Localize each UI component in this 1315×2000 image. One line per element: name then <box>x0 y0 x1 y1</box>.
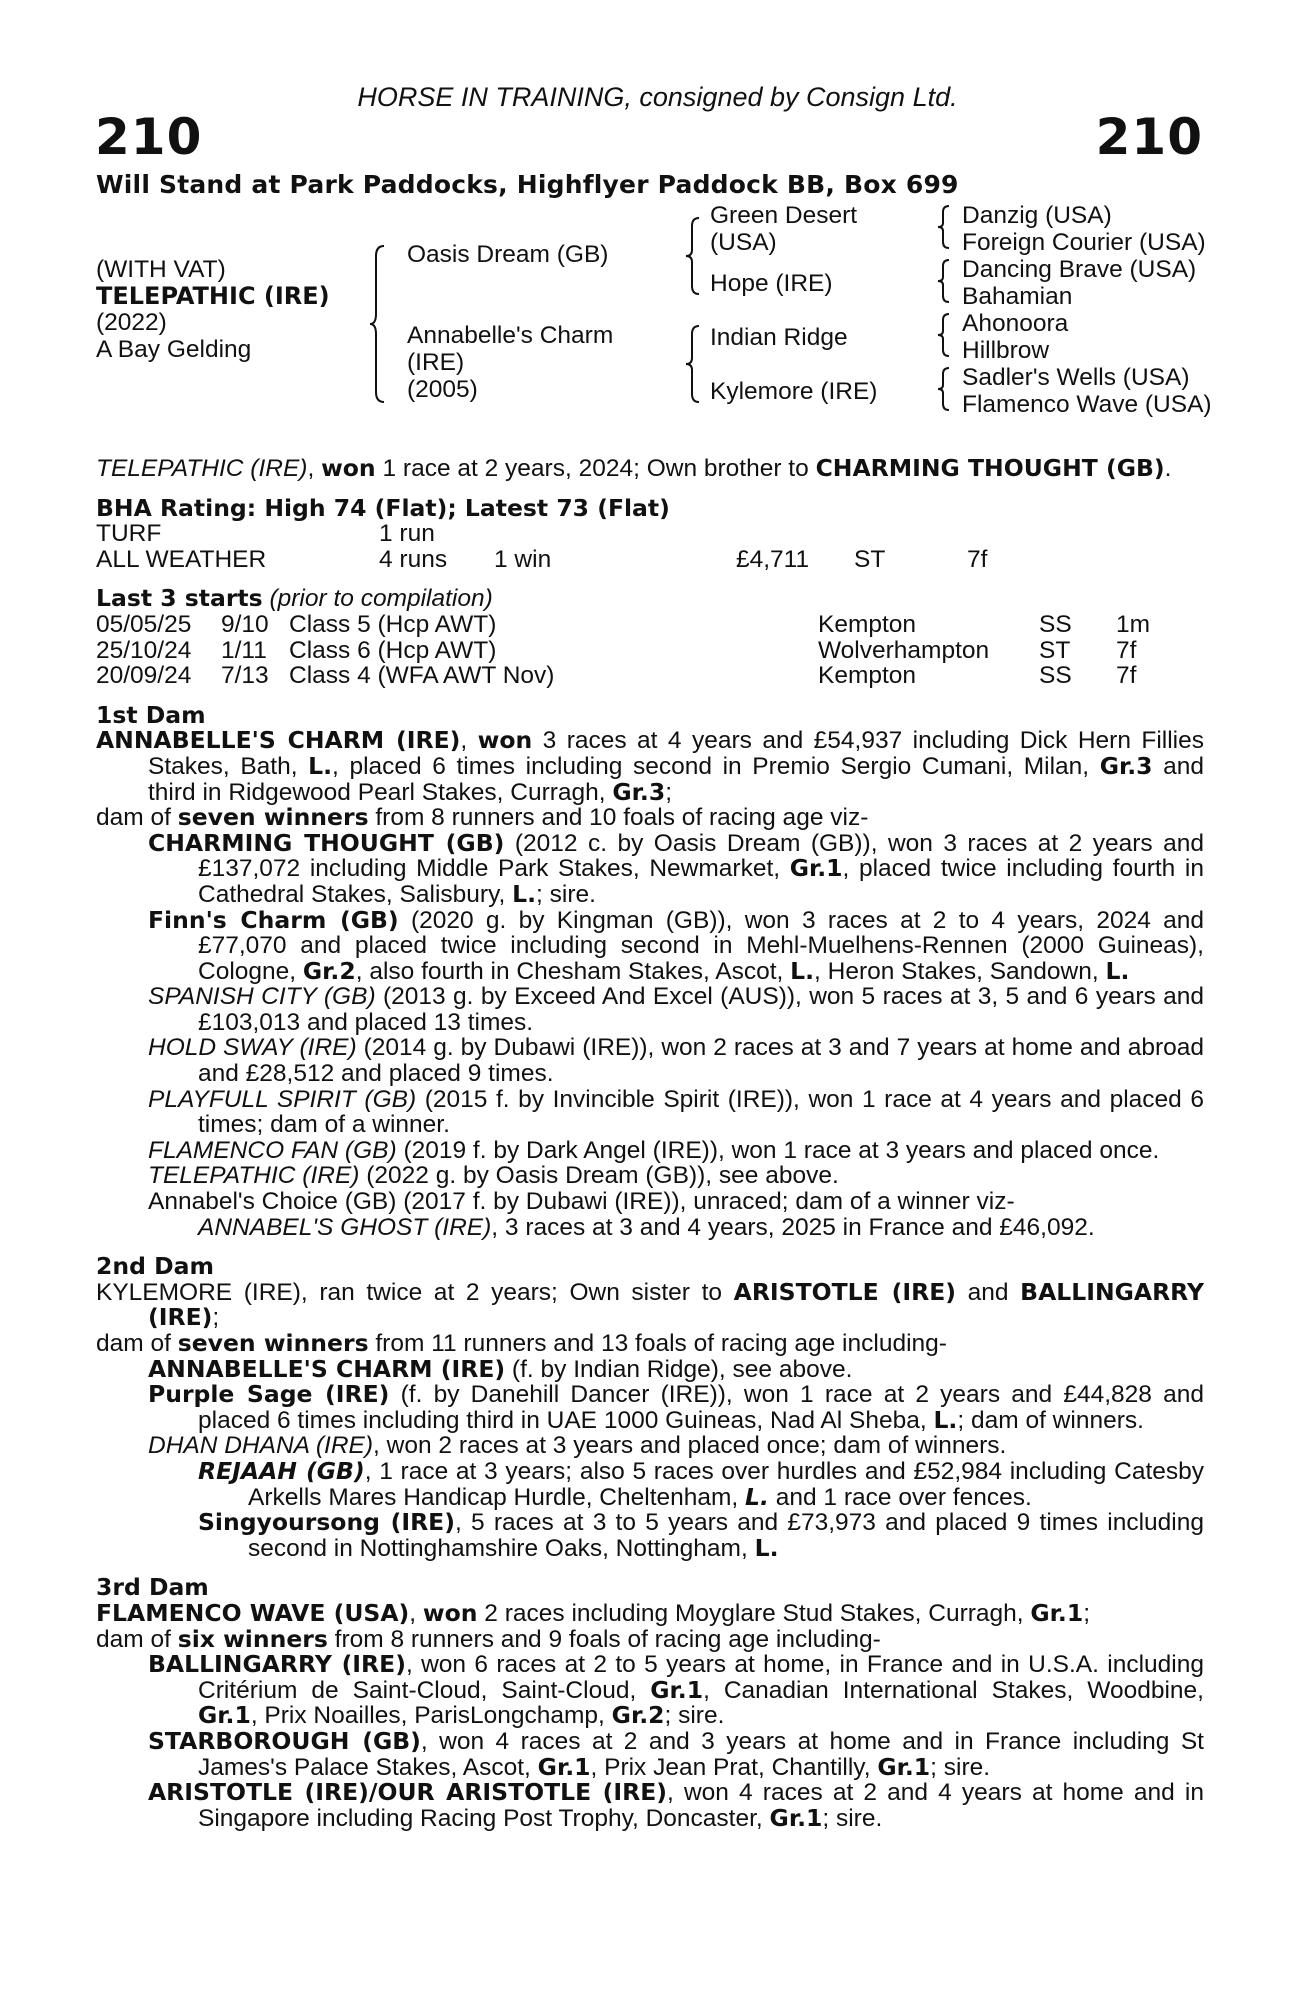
horse-description: A Bay Gelding <box>96 336 252 363</box>
last-starts-heading: Last 3 starts (prior to compilation) <box>96 584 493 613</box>
first-dam-heading: 1st Dam <box>96 700 206 729</box>
sire-dam: Hope (IRE) <box>710 270 833 297</box>
dam-line2: (IRE) <box>407 349 465 376</box>
lot-number-left: 210 <box>95 108 203 166</box>
produce-entry-grandchild: ANNABEL'S GHOST (IRE), 3 races at 3 and 4 years, 2025 in France and £46,092. <box>198 1213 1095 1241</box>
produce-entry: DHAN DHANA (IRE), won 2 races at 3 years and placed once; dam of winners. <box>148 1432 1007 1460</box>
produce-entry: Purple Sage (IRE) (f. by Danehill Dancer (IRE)), won 1 race at 2 years and £44,828 and placed 6 times including third in UAE 1000 Guineas, Nad Al Sheba, L.; dam of winners. <box>148 1380 1204 1434</box>
horse-year: (2022) <box>96 309 167 336</box>
produce-entry: STARBOROUGH (GB), won 4 races at 2 and 3 years at home and in France including St James's Palace Stakes, Ascot, Gr.1, Prix Jean Prat, Chantilly, Gr.1; sire. <box>148 1726 1204 1781</box>
pedigree-brace-dam <box>683 324 703 404</box>
ped-ssd: Foreign Courier (USA) <box>962 229 1206 256</box>
produce-entry: ANNABELLE'S CHARM (IRE) (f. by Indian Ridge), see above. <box>148 1354 853 1383</box>
produce-entry-grandchild: REJAAH (GB), 1 race at 3 years; also 5 races over hurdles and £52,984 including Catesby Arkells Mares Handicap Hurdle, Cheltenham, L. and 1 race over fences. <box>198 1456 1205 1511</box>
produce-entry: ARISTOTLE (IRE)/OUR ARISTOTLE (IRE), won 4 races at 2 and 4 years at home and in Singapore including Racing Post Trophy, Doncaster, Gr.1; sire. <box>148 1778 1204 1832</box>
dam-line3: (2005) <box>407 376 478 403</box>
ped-sds: Dancing Brave (USA) <box>962 256 1197 283</box>
pedigree-brace-3b <box>936 258 952 304</box>
second-dam-heading: 2nd Dam <box>96 1252 214 1281</box>
stand-location: Will Stand at Park Paddocks, Highflyer Paddock BB, Box 699 <box>96 170 959 199</box>
horse-summary: TELEPATHIC (IRE), won 1 race at 2 years, 2024; Own brother to CHARMING THOUGHT (GB). <box>96 454 1172 482</box>
pedigree-brace-main <box>368 244 388 404</box>
start-row: 20/09/24 7/13 Class 4 (WFA AWT Nov) Kempton SS 7f <box>96 662 1137 690</box>
ped-ddd: Flamenco Wave (USA) <box>962 391 1212 418</box>
second-dam-produce-summary: dam of seven winners from 11 runners and 13 foals of racing age including- <box>96 1329 947 1357</box>
pedigree-brace-sire <box>683 216 703 296</box>
third-dam-record: FLAMENCO WAVE (USA), won 2 races including Moyglare Stud Stakes, Curragh, Gr.1; <box>96 1598 1091 1627</box>
dam-line1: Annabelle's Charm <box>407 322 614 349</box>
produce-entry: SPANISH CITY (GB) (2013 g. by Exceed And Excel (AUS)), won 5 races at 3, 5 and 6 years and £103,013 and placed 13 times. <box>148 983 1204 1036</box>
third-dam-produce-summary: dam of six winners from 8 runners and 9 foals of racing age including- <box>96 1624 881 1653</box>
first-dam-record: ANNABELLE'S CHARM (IRE), won 3 races at 4 years and £54,937 including Dick Hern Fillies Stakes, Bath, L., placed 6 times including second in Premio Sergio Cumani, Milan, Gr.3 and third in Ridgewood Pearl Stakes, Curragh, Gr.3; <box>96 726 1205 806</box>
sire-sire-line1: Green Desert <box>710 202 858 229</box>
ped-dsd: Hillbrow <box>962 337 1050 364</box>
produce-entry: Finn's Charm (GB) (2020 g. by Kingman (GB)), won 3 races at 2 to 4 years, 2024 and £77,070 and placed twice including second in Mehl-Muelhens-Rennen (2000 Guineas), Cologne, Gr.2, also fourth in Chesham Stakes, Ascot, L., Heron Stakes, Sandown, L. <box>148 905 1204 985</box>
produce-entry: PLAYFULL SPIRIT (GB) (2015 f. by Invincible Spirit (IRE)), won 1 race at 4 years and placed 6 times; dam of a winner. <box>148 1085 1204 1139</box>
horse-vat: (WITH VAT) <box>96 256 226 283</box>
produce-entry-grandchild: Singyoursong (IRE), 5 races at 3 to 5 years and £73,973 and placed 9 times including second in Nottinghamshire Oaks, Nottingham, L. <box>198 1508 1204 1562</box>
produce-entry: HOLD SWAY (IRE) (2014 g. by Dubawi (IRE)), won 2 races at 3 and 7 years at home and abroad and £28,512 and placed 9 times. <box>148 1034 1204 1088</box>
pedigree-brace-3c <box>936 312 952 358</box>
first-dam-produce-summary: dam of seven winners from 8 runners and 10 foals of racing age viz- <box>96 803 869 832</box>
catalogue-body <box>96 456 1204 1831</box>
produce-entry: TELEPATHIC (IRE) (2022 g. by Oasis Dream (GB)), see above. <box>148 1162 839 1190</box>
sire: Oasis Dream (GB) <box>407 241 609 268</box>
ped-dss: Ahonoora <box>962 310 1069 337</box>
produce-entry: CHARMING THOUGHT (GB) (2012 c. by Oasis Dream (GB)), won 3 races at 2 years and £137,072 including Middle Park Stakes, Newmarket, Gr.1, placed twice including fourth in Cathedral Stakes, Salisbury, L.; sire. <box>148 828 1204 908</box>
start-row: 25/10/24 1/11 Class 6 (Hcp AWT) Wolverhampton ST 7f <box>96 636 1137 664</box>
consignment-header: HORSE IN TRAINING, consigned by Consign Ltd. <box>357 82 958 112</box>
lot-number-right: 210 <box>1095 108 1203 166</box>
dam-sire: Indian Ridge <box>710 324 848 351</box>
record-turf: TURF 1 run <box>96 520 435 548</box>
pedigree-brace-3a <box>936 204 952 250</box>
produce-entry: Annabel's Choice (GB) (2017 f. by Dubawi (IRE)), unraced; dam of a winner viz- <box>148 1188 1015 1216</box>
dam-dam: Kylemore (IRE) <box>710 378 878 405</box>
sire-sire-line2: (USA) <box>710 229 777 256</box>
produce-entry: BALLINGARRY (IRE), won 6 races at 2 to 5 years at home, in France and in U.S.A. including Critérium de Saint-Cloud, Saint-Cloud, Gr.1, Canadian International Stakes, Woodbine, Gr.1, Prix Noailles, ParisLongchamp, Gr.2; sire. <box>148 1650 1204 1730</box>
second-dam-record: KYLEMORE (IRE), ran twice at 2 years; Own sister to ARISTOTLE (IRE) and BALLINGARRY (IRE); <box>96 1277 1205 1332</box>
start-row: 05/05/25 9/10 Class 5 (Hcp AWT) Kempton SS 1m <box>96 610 1151 638</box>
bha-rating: BHA Rating: High 74 (Flat); Latest 73 (Flat) <box>96 493 670 522</box>
horse-name: TELEPATHIC (IRE) <box>96 282 330 310</box>
record-all-weather: ALL WEATHER 4 runs 1 win £4,711 ST 7f <box>96 545 988 573</box>
third-dam-heading: 3rd Dam <box>96 1573 209 1602</box>
produce-entry: FLAMENCO FAN (GB) (2019 f. by Dark Angel (IRE)), won 1 race at 3 years and placed once. <box>148 1136 1160 1164</box>
pedigree-brace-3d <box>936 366 952 412</box>
ped-sss: Danzig (USA) <box>962 202 1112 229</box>
ped-dds: Sadler's Wells (USA) <box>962 364 1190 391</box>
ped-sdd: Bahamian <box>962 283 1073 310</box>
